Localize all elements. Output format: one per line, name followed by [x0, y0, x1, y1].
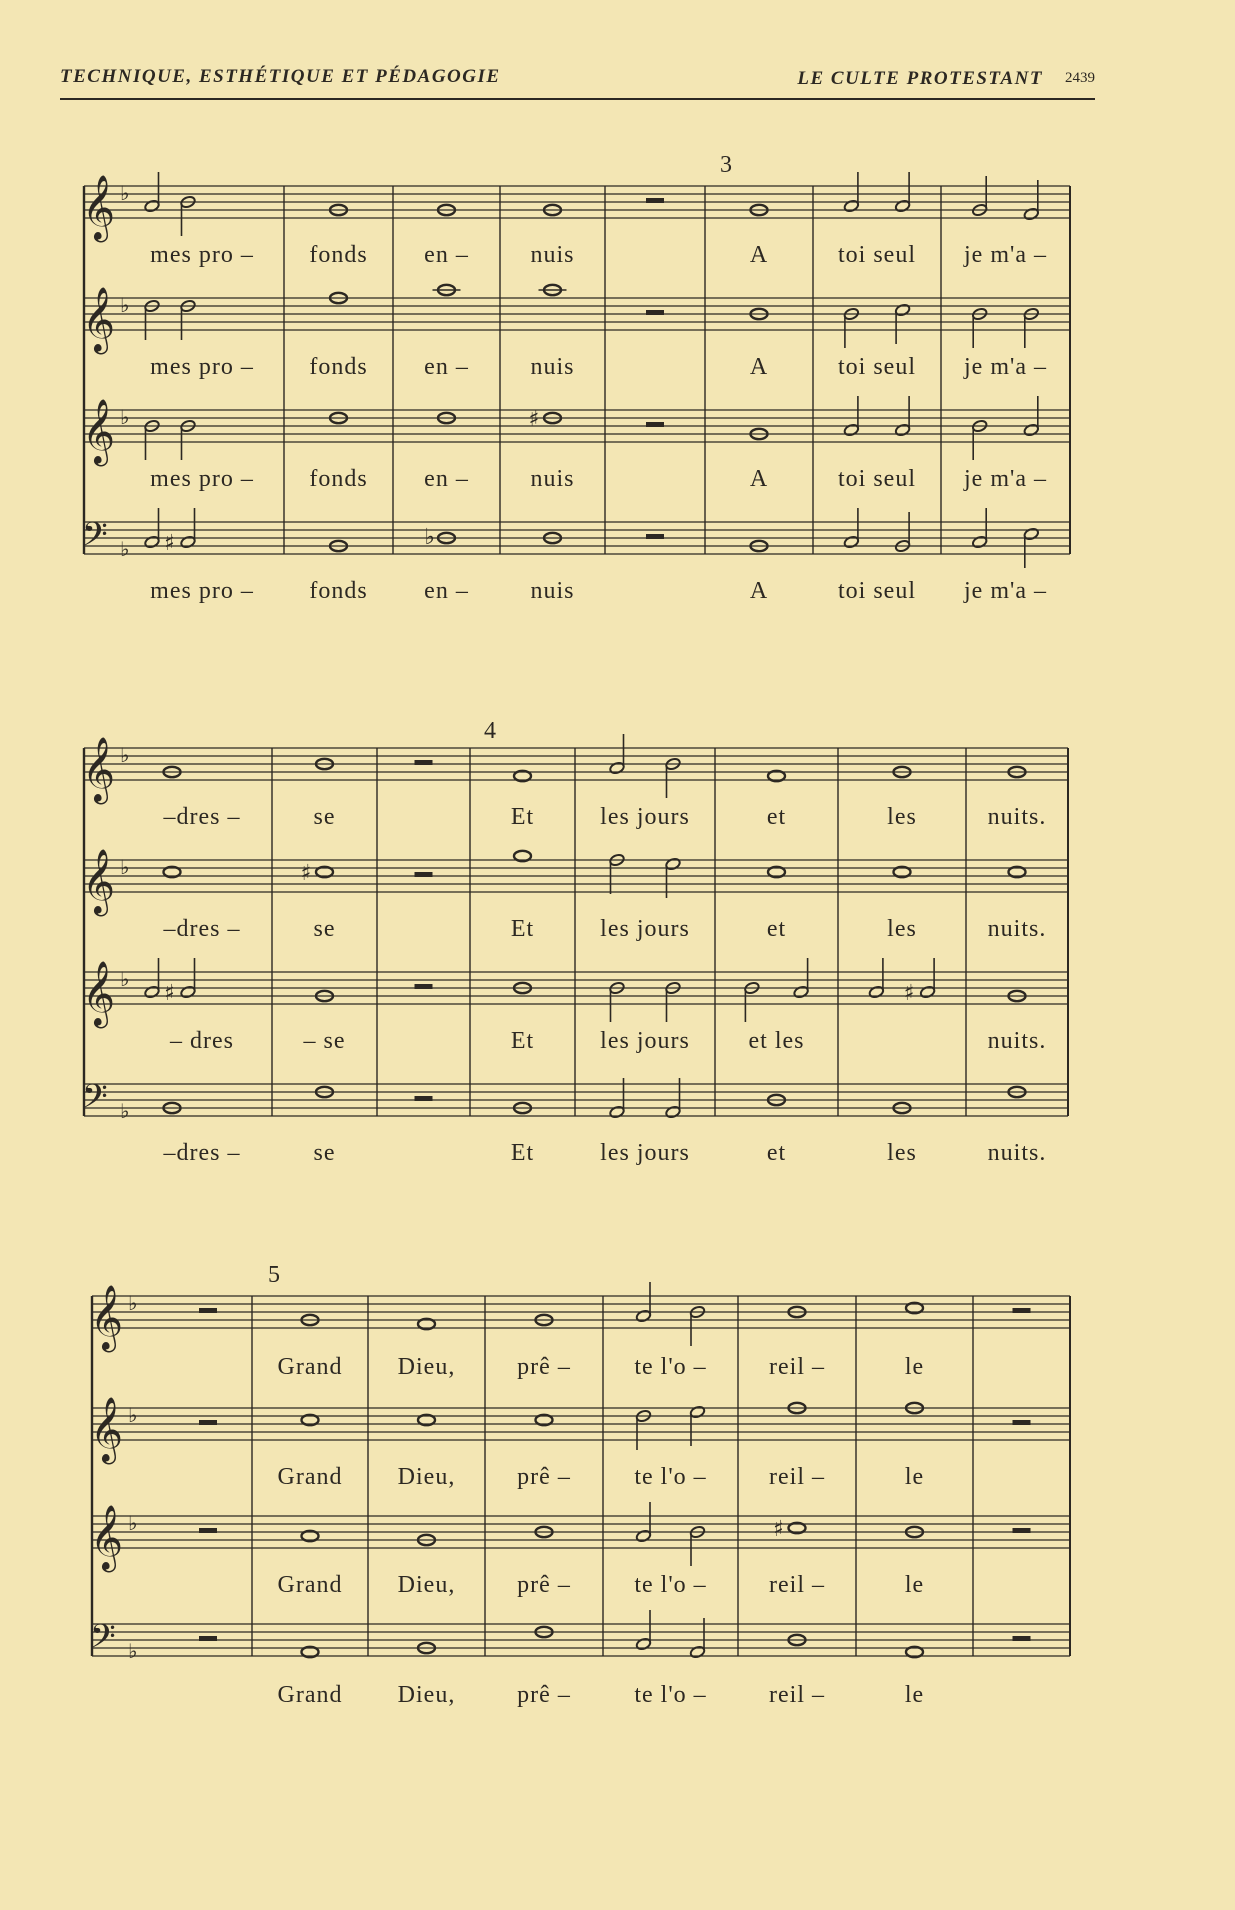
key-flat-sign: ♭: [120, 855, 130, 879]
score-system-1: [0, 150, 1235, 610]
running-title-left: TECHNIQUE, ESTHÉTIQUE ET PÉDAGOGIE: [60, 66, 501, 87]
half-rest: [646, 310, 664, 315]
lyric-syllable: toi seul: [838, 578, 916, 604]
half-rest: [1013, 1308, 1031, 1313]
sharp-sign: ♯: [528, 407, 540, 432]
lyric-syllable: Grand: [277, 1682, 343, 1708]
lyric-syllable: A: [749, 242, 769, 268]
lyric-syllable: les jours: [600, 804, 690, 830]
sharp-sign: ♯: [164, 981, 175, 1006]
lyric-syllable: toi seul: [838, 354, 916, 380]
measure-number: 3: [720, 152, 732, 178]
lyric-syllable: A: [749, 466, 769, 492]
lyric-syllable: reil –: [769, 1354, 825, 1380]
lyric-syllable: les: [887, 1140, 917, 1166]
half-rest: [646, 422, 664, 427]
lyric-syllable: en –: [424, 354, 469, 380]
lyric-syllable: je m'a –: [964, 242, 1047, 268]
lyric-syllable: toi seul: [838, 466, 916, 492]
lyric-syllable: nuis: [530, 354, 575, 380]
treble-clef-icon: 𝄞: [90, 1285, 124, 1350]
lyric-syllable: te l'o –: [634, 1464, 707, 1490]
treble-clef-icon: 𝄞: [82, 961, 116, 1026]
lyric-syllable: nuis: [530, 578, 575, 604]
lyric-syllable: prê –: [517, 1464, 571, 1490]
lyric-syllable: Dieu,: [397, 1464, 456, 1490]
lyric-syllable: nuits.: [987, 1028, 1047, 1054]
lyric-syllable: mes pro –: [150, 466, 254, 492]
page-number: 2439: [1065, 70, 1095, 86]
lyric-syllable: Et: [510, 1140, 535, 1166]
half-rest: [199, 1420, 217, 1425]
half-rest: [415, 984, 433, 989]
lyric-syllable: –dres –: [163, 1140, 241, 1166]
lyric-syllable: mes pro –: [150, 242, 254, 268]
treble-clef-icon: 𝄞: [82, 175, 116, 240]
lyric-syllable: fonds: [309, 242, 368, 268]
lyric-syllable: se: [313, 804, 336, 830]
half-rest: [1013, 1636, 1031, 1641]
lyric-syllable: se: [313, 916, 336, 942]
lyric-syllable: le: [904, 1354, 925, 1380]
key-flat-sign: ♭: [120, 743, 130, 767]
lyric-syllable: reil –: [769, 1572, 825, 1598]
lyric-syllable: Grand: [277, 1572, 343, 1598]
lyric-syllable: les jours: [600, 1028, 690, 1054]
key-flat-sign: ♭: [120, 405, 130, 429]
lyric-syllable: je m'a –: [964, 354, 1047, 380]
lyric-syllable: je m'a –: [964, 466, 1047, 492]
lyric-syllable: en –: [424, 466, 469, 492]
lyric-syllable: Dieu,: [397, 1682, 456, 1708]
lyric-syllable: fonds: [309, 578, 368, 604]
key-flat-sign: ♭: [120, 1099, 130, 1123]
sharp-sign: ♯: [164, 531, 175, 556]
half-rest: [199, 1636, 217, 1641]
lyric-syllable: les: [887, 916, 917, 942]
treble-clef-icon: 𝄞: [90, 1397, 124, 1462]
lyric-syllable: se: [313, 1140, 336, 1166]
lyric-syllable: le: [904, 1682, 925, 1708]
treble-clef-icon: 𝄞: [82, 737, 116, 802]
lyric-syllable: nuis: [530, 466, 575, 492]
lyric-syllable: les jours: [600, 1140, 690, 1166]
lyric-syllable: et: [766, 916, 787, 942]
lyric-syllable: A: [749, 578, 769, 604]
lyric-syllable: le: [904, 1572, 925, 1598]
key-flat-sign: ♭: [128, 1291, 138, 1315]
lyric-syllable: Et: [510, 916, 535, 942]
lyric-syllable: nuits.: [987, 1140, 1047, 1166]
lyric-syllable: Dieu,: [397, 1354, 456, 1380]
sharp-sign: ♯: [773, 1517, 784, 1542]
bass-clef-icon: 𝄢: [82, 516, 108, 562]
lyric-syllable: Et: [510, 804, 535, 830]
running-title-right: LE CULTE PROTESTANT: [797, 68, 1043, 89]
lyric-syllable: – se: [303, 1028, 346, 1054]
lyric-syllable: prê –: [517, 1572, 571, 1598]
flat-sign: ♭: [424, 525, 435, 550]
lyric-syllable: le: [904, 1464, 925, 1490]
key-flat-sign: ♭: [120, 293, 130, 317]
half-rest: [1013, 1420, 1031, 1425]
treble-clef-icon: 𝄞: [90, 1505, 124, 1570]
lyric-syllable: les: [887, 804, 917, 830]
lyric-syllable: A: [749, 354, 769, 380]
lyric-syllable: en –: [424, 242, 469, 268]
bass-clef-icon: 𝄢: [82, 1078, 108, 1124]
sharp-sign: ♯: [300, 861, 312, 886]
lyric-syllable: Grand: [277, 1354, 343, 1380]
key-flat-sign: ♭: [120, 537, 130, 561]
half-rest: [646, 198, 664, 203]
lyric-syllable: –dres –: [163, 804, 241, 830]
score-system-3: [0, 1262, 1235, 1722]
key-flat-sign: ♭: [128, 1403, 138, 1427]
lyric-syllable: et: [766, 804, 787, 830]
lyric-syllable: toi seul: [838, 242, 916, 268]
lyric-syllable: –dres –: [163, 916, 241, 942]
lyric-syllable: mes pro –: [150, 354, 254, 380]
treble-clef-icon: 𝄞: [82, 287, 116, 352]
lyric-syllable: et: [766, 1140, 787, 1166]
lyric-syllable: nuits.: [987, 916, 1047, 942]
half-rest: [415, 872, 433, 877]
lyric-syllable: Grand: [277, 1464, 343, 1490]
lyric-syllable: te l'o –: [634, 1354, 707, 1380]
lyric-syllable: te l'o –: [634, 1682, 707, 1708]
page-header: [60, 62, 1095, 100]
lyric-syllable: en –: [424, 578, 469, 604]
sharp-sign: ♯: [903, 981, 915, 1006]
score-system-2: [0, 718, 1235, 1178]
treble-clef-icon: 𝄞: [82, 399, 116, 464]
lyric-syllable: et les: [748, 1028, 805, 1054]
bass-clef-icon: 𝄢: [90, 1618, 116, 1664]
half-rest: [199, 1308, 217, 1313]
lyric-syllable: nuits.: [987, 804, 1047, 830]
lyric-syllable: fonds: [309, 466, 368, 492]
key-flat-sign: ♭: [128, 1639, 138, 1663]
measure-number: 4: [484, 718, 496, 744]
lyric-syllable: – dres: [170, 1028, 234, 1054]
lyric-syllable: les jours: [600, 916, 690, 942]
half-rest: [199, 1528, 217, 1533]
treble-clef-icon: 𝄞: [82, 849, 116, 914]
lyric-syllable: reil –: [769, 1682, 825, 1708]
half-rest: [646, 534, 664, 539]
half-rest: [1013, 1528, 1031, 1533]
lyric-syllable: prê –: [517, 1682, 571, 1708]
lyric-syllable: reil –: [769, 1464, 825, 1490]
lyric-syllable: prê –: [517, 1354, 571, 1380]
lyric-syllable: nuis: [530, 242, 575, 268]
lyric-syllable: Et: [510, 1028, 535, 1054]
half-rest: [415, 1096, 433, 1101]
lyric-syllable: fonds: [309, 354, 368, 380]
key-flat-sign: ♭: [120, 967, 130, 991]
half-rest: [415, 760, 433, 765]
key-flat-sign: ♭: [120, 181, 130, 205]
lyric-syllable: je m'a –: [964, 578, 1047, 604]
lyric-syllable: te l'o –: [634, 1572, 707, 1598]
lyric-syllable: Dieu,: [397, 1572, 456, 1598]
key-flat-sign: ♭: [128, 1511, 138, 1535]
measure-number: 5: [268, 1262, 280, 1288]
lyric-syllable: mes pro –: [150, 578, 254, 604]
